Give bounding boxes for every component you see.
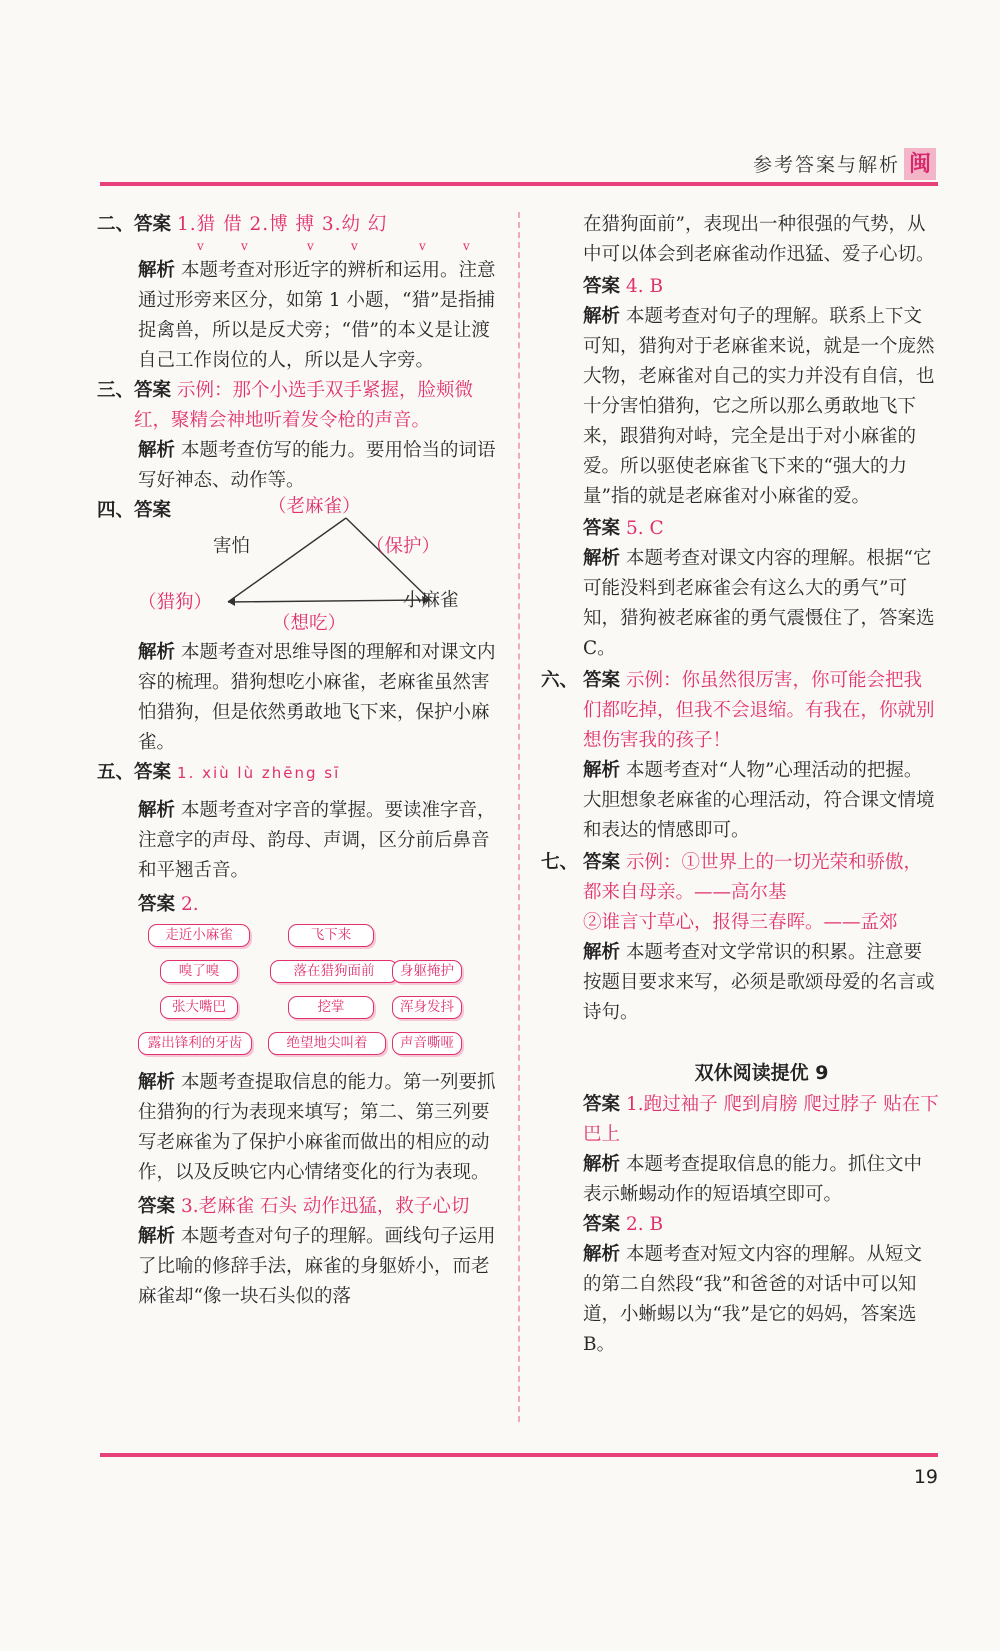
section-number: 七、 (541, 852, 579, 873)
answer-box: 挖掌 (288, 996, 374, 1019)
check-mark: v (351, 239, 358, 253)
section-3-answer (97, 376, 502, 436)
section-5-answer-3 (97, 1192, 502, 1222)
answer-text: 1.跑过袖子 爬到肩膀 爬过脖子 贴在下巴上 (583, 1094, 939, 1145)
section-number: 五、 (97, 762, 135, 783)
reading-analysis-1 (583, 1150, 940, 1210)
answer-tag: 答案 (134, 500, 172, 521)
section-5-analysis-2 (97, 1068, 502, 1188)
section-2-answer (97, 210, 502, 240)
answer-tag: 答案 (583, 276, 621, 297)
section-6-answer (541, 666, 940, 756)
answer-text: 5. C (626, 518, 664, 539)
analysis-text: 本题考查对文学常识的积累。注意要按题目要求来写，必须是歌颂母爱的名言或诗句。 (583, 942, 935, 1023)
analysis-tag: 解析 (138, 1072, 176, 1093)
check-mark: v (463, 239, 470, 253)
analysis-tag: 解析 (583, 306, 621, 327)
edge-label-right: （保护） (366, 536, 441, 557)
answer-box: 飞下来 (288, 924, 374, 947)
answer-tag: 答案 (583, 852, 621, 873)
answer-box: 露出锋利的牙齿 (138, 1032, 252, 1055)
analysis-tag: 解析 (583, 1244, 621, 1265)
analysis-text: 本题考查仿写的能力。要用恰当的词语写好神态、动作等。 (138, 440, 496, 491)
answer-text: 示例：你虽然很厉害，你可能会把我们都吃掉，但我不会退缩。有我在，你就别想伤害我的孩子！ (583, 670, 935, 751)
check-mark: v (307, 239, 314, 253)
analysis-tag: 解析 (138, 1226, 176, 1247)
check-marks (145, 240, 502, 254)
analysis-tag: 解析 (138, 642, 176, 663)
node-bottom-left: （猎狗） (138, 592, 213, 613)
analysis-tag: 解析 (138, 440, 176, 461)
answer-tag: 答案 (134, 762, 172, 783)
reading-title: 双休阅读提优 9 (694, 1062, 829, 1084)
answer-4 (583, 272, 940, 302)
region-tag: 闽 (904, 148, 936, 180)
edge-label-bottom: （想吃） (272, 613, 347, 634)
column-divider (518, 212, 520, 1422)
bottom-rule (100, 1453, 938, 1457)
answer-box: 身躯掩护 (392, 960, 462, 983)
section-5-analysis-1 (97, 796, 502, 886)
right-column (541, 210, 940, 1360)
answer-text: 4. B (626, 276, 664, 297)
mind-map (138, 496, 502, 646)
answer-text: 2. (181, 894, 199, 915)
answer-box: 走近小麻雀 (148, 924, 250, 947)
answer-5 (583, 514, 940, 544)
answer-box: 嗅了嗅 (160, 960, 238, 983)
answer-text: 2. B (626, 1214, 664, 1235)
analysis-text: 本题考查对句子的理解。画线句子运用了比喻的修辞手法，麻雀的身躯娇小，而老麻雀却“像一块石头似的落 (138, 1226, 496, 1307)
answer-text: 1.猎 借 2.博 搏 3.幼 幻 (177, 214, 388, 235)
analysis-text: 本题考查提取信息的能力。抓住文中表示蜥蜴动作的短语填空即可。 (583, 1154, 923, 1205)
answer-tag: 答案 (138, 894, 176, 915)
section-number: 三、 (97, 380, 135, 401)
analysis-tag: 解析 (583, 1154, 621, 1175)
section-7-answer-2: ②谁言寸草心，报得三春晖。——孟郊 (583, 912, 898, 933)
answer-box: 落在猎狗面前 (270, 960, 398, 983)
analysis-tag: 解析 (583, 548, 621, 569)
section-7-answer (541, 848, 940, 908)
answer-tag: 答案 (138, 1196, 176, 1217)
section-number: 二、 (97, 214, 135, 235)
check-mark: v (419, 239, 426, 253)
section-7-analysis (583, 938, 940, 1028)
answer-box: 声音嘶哑 (392, 1032, 462, 1055)
header-title: 参考答案与解析 (752, 154, 900, 176)
left-column (97, 210, 502, 1312)
answer-box: 绝望地尖叫着 (268, 1032, 386, 1055)
pinyin-answer: 1. xiù lù zhēng sī (177, 764, 341, 782)
analysis-text: 本题考查对短文内容的理解。从短文的第二自然段“我”和爸爸的对话中可以知道，小蜥蜴以为“我”是它的妈妈，答案选 B。 (583, 1244, 923, 1355)
section-5-answer (97, 758, 502, 788)
reading-analysis-2 (583, 1240, 940, 1360)
section-5-answer-2 (97, 890, 502, 920)
answer-tag: 答案 (583, 518, 621, 539)
answer-text: 3.老麻雀 石头 动作迅猛，救子心切 (181, 1196, 470, 1217)
reading-answer-2 (583, 1210, 940, 1240)
analysis-text: 本题考查对课文内容的理解。根据“它可能没料到老麻雀会有这么大的勇气”可知，猎狗被老麻雀的勇气震慑住了，答案选 C。 (583, 548, 935, 659)
check-mark: v (241, 239, 248, 253)
edge-label-left: 害怕 (213, 536, 251, 557)
reading-answer-1 (583, 1090, 940, 1150)
analysis-tag: 解析 (138, 260, 176, 281)
node-top: （老麻雀） (268, 496, 361, 517)
analysis-text: 本题考查对字音的掌握。要读准字音，注意字的声母、韵母、声调，区分前后鼻音和平翘舌音。 (138, 800, 496, 881)
analysis-5 (583, 544, 940, 664)
answer-text: 示例：那个小选手双手紧握，脸颊微红，聚精会神地听着发令枪的声音。 (134, 380, 474, 431)
node-bottom-right: 小麻雀 (403, 590, 459, 611)
analysis-text: 本题考查对形近字的辨析和运用。注意通过形旁来区分，如第 1 小题，“猎”是指捕捉禽兽，所以是反犬旁；“借”的本义是让渡自己工作岗位的人，所以是人字旁。 (138, 260, 496, 371)
answer-tag: 答案 (134, 214, 172, 235)
section-5-analysis-3 (97, 1222, 502, 1312)
answer-tag: 答案 (583, 1214, 621, 1235)
analysis-text: 本题考查对“人物”心理活动的把握。大胆想象老麻雀的心理活动，符合课文情境和表达的情感即可。 (583, 760, 935, 841)
analysis-tag: 解析 (583, 760, 621, 781)
analysis-text: 本题考查对思维导图的理解和对课文内容的梳理。猎狗想吃小麻雀，老麻雀虽然害怕猎狗，但是依然勇敢地飞下来，保护小麻雀。 (138, 642, 496, 753)
section-2-analysis (97, 256, 502, 376)
top-rule (100, 182, 938, 186)
section-number: 六、 (541, 670, 579, 691)
continued-analysis: 在猎狗面前”，表现出一种很强的气势，从中可以体会到老麻雀动作迅猛、爱子心切。 (583, 214, 935, 265)
section-6-analysis (583, 756, 940, 846)
section-number: 四、 (97, 500, 135, 521)
analysis-text: 本题考查对句子的理解。联系上下文可知，猎狗对于老麻雀来说，就是一个庞然大物，老麻雀对自己的实力并没有自信，也十分害怕猎狗，它之所以那么勇敢地飞下来，跟猎狗对峙，完全是出于对小麻雀的爱。所以驱使老麻雀飞下来的“强大的力量”指的就是老麻雀对小麻雀的爱。 (583, 306, 935, 507)
answer-tag: 答案 (583, 1094, 621, 1115)
section-4-analysis (97, 638, 502, 758)
answer-boxes (138, 920, 502, 1068)
answer-tag: 答案 (583, 670, 621, 691)
page-number: 19 (913, 1466, 938, 1488)
analysis-4 (583, 302, 940, 512)
edge-bottom (228, 600, 430, 602)
section-3-analysis (97, 436, 502, 496)
analysis-text: 本题考查提取信息的能力。第一列要抓住猎狗的行为表现来填写；第二、第三列要写老麻雀为了保护小麻雀而做出的相应的动作，以及反映它内心情绪变化的行为表现。 (138, 1072, 496, 1183)
answer-box: 浑身发抖 (392, 996, 462, 1019)
answer-box: 张大嘴巴 (160, 996, 238, 1019)
answer-tag: 答案 (134, 380, 172, 401)
check-mark: v (197, 239, 204, 253)
answer-text: 示例：①世界上的一切光荣和骄傲，都来自母亲。——高尔基 (583, 852, 923, 903)
analysis-tag: 解析 (583, 942, 621, 963)
analysis-tag: 解析 (138, 800, 176, 821)
